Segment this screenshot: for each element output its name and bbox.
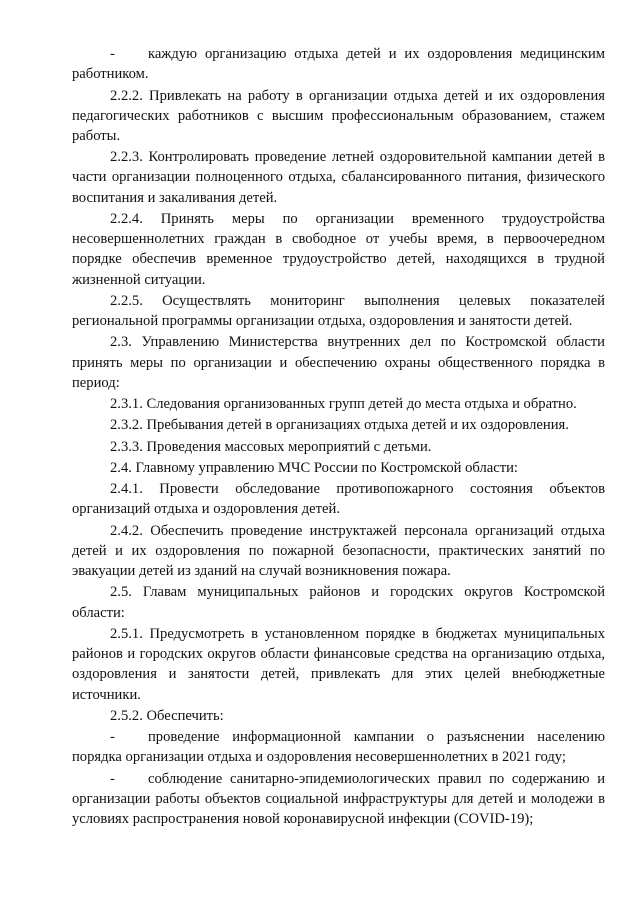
bullet-item [72, 727, 605, 767]
paragraph-2-4-1: 2.4.1. Провести обследование противопожарного состояния объектов организаций отдыха и оздоровления детей. [72, 481, 605, 518]
paragraph-2-3-2: 2.3.2. Пребывания детей в организациях отдыха детей и их оздоровления. [110, 417, 569, 434]
bullet-dash: - [110, 729, 115, 746]
paragraph-2-2-4: 2.2.4. Принять меры по организации временного трудоустройства несовершеннолетних граждан в свободное от учебы время, в первоочередном порядке обеспечив временное трудоустройство детей, находящихся в трудной жизненной ситуации. [72, 210, 605, 288]
paragraph-2-2-2: 2.2.2. Привлекать на работу в организации отдыха детей и их оздоровления педагогических работников с высшим профессиональным образованием, стажем работы. [72, 87, 605, 144]
paragraph-2-5: 2.5. Главам муниципальных районов и городских округов Костромской области: [72, 584, 605, 621]
paragraph-2-4-2: 2.4.2. Обеспечить проведение инструктажей персонала организаций отдыха детей и их оздоровления по пожарной безопасности, практических занятий по эвакуации детей из зданий на случай возникновения пожара. [72, 522, 605, 580]
paragraph-2-2-3: 2.2.3. Контролировать проведение летней оздоровительной кампании детей в части организации полноценного отдыха, сбалансированного питания, физического воспитания и закаливания детей. [72, 149, 605, 206]
paragraph-2-3-1: 2.3.1. Следования организованных групп детей до места отдыха и обратно. [110, 396, 577, 413]
bullet-item [72, 769, 605, 830]
paragraph-2-3: 2.3. Управлению Министерства внутренних дел по Костромской области принять меры по организации и обеспечению охраны общественного порядка в период: [72, 334, 605, 391]
bullet-text: проведение информационной кампании о разъяснении населению порядка организации отдыха и оздоровления несовершеннолетних в 2021 году; [72, 729, 605, 766]
bullet-item [72, 44, 605, 84]
paragraph-2-5-1: 2.5.1. Предусмотреть в установленном порядке в бюджетах муниципальных районов и городских округов области финансовые средства на организацию отдыха, оздоровления и занятости детей, привлекать для этих целей внебюджетные источники. [72, 625, 605, 703]
bullet-dash: - [110, 770, 115, 787]
bullet-text: соблюдение санитарно-эпидемиологических правил по содержанию и организации работы объектов социальной инфраструктуры для детей и молодежи в условиях распространения новой коронавирусной инфекции (COVID-19); [72, 770, 605, 828]
paragraph-2-2-5: 2.2.5. Осуществлять мониторинг выполнения целевых показателей региональной программы организации отдыха, оздоровления и занятости детей. [72, 292, 605, 330]
bullet-text: каждую организацию отдыха детей и их оздоровления медицинским работником. [72, 46, 605, 83]
paragraph-2-5-2: 2.5.2. Обеспечить: [110, 707, 224, 724]
bullet-dash: - [110, 46, 115, 62]
document-page [72, 44, 605, 830]
paragraph-2-4: 2.4. Главному управлению МЧС России по Костромской области: [110, 459, 518, 476]
paragraph-2-3-3: 2.3.3. Проведения массовых мероприятий с детьми. [110, 438, 432, 455]
